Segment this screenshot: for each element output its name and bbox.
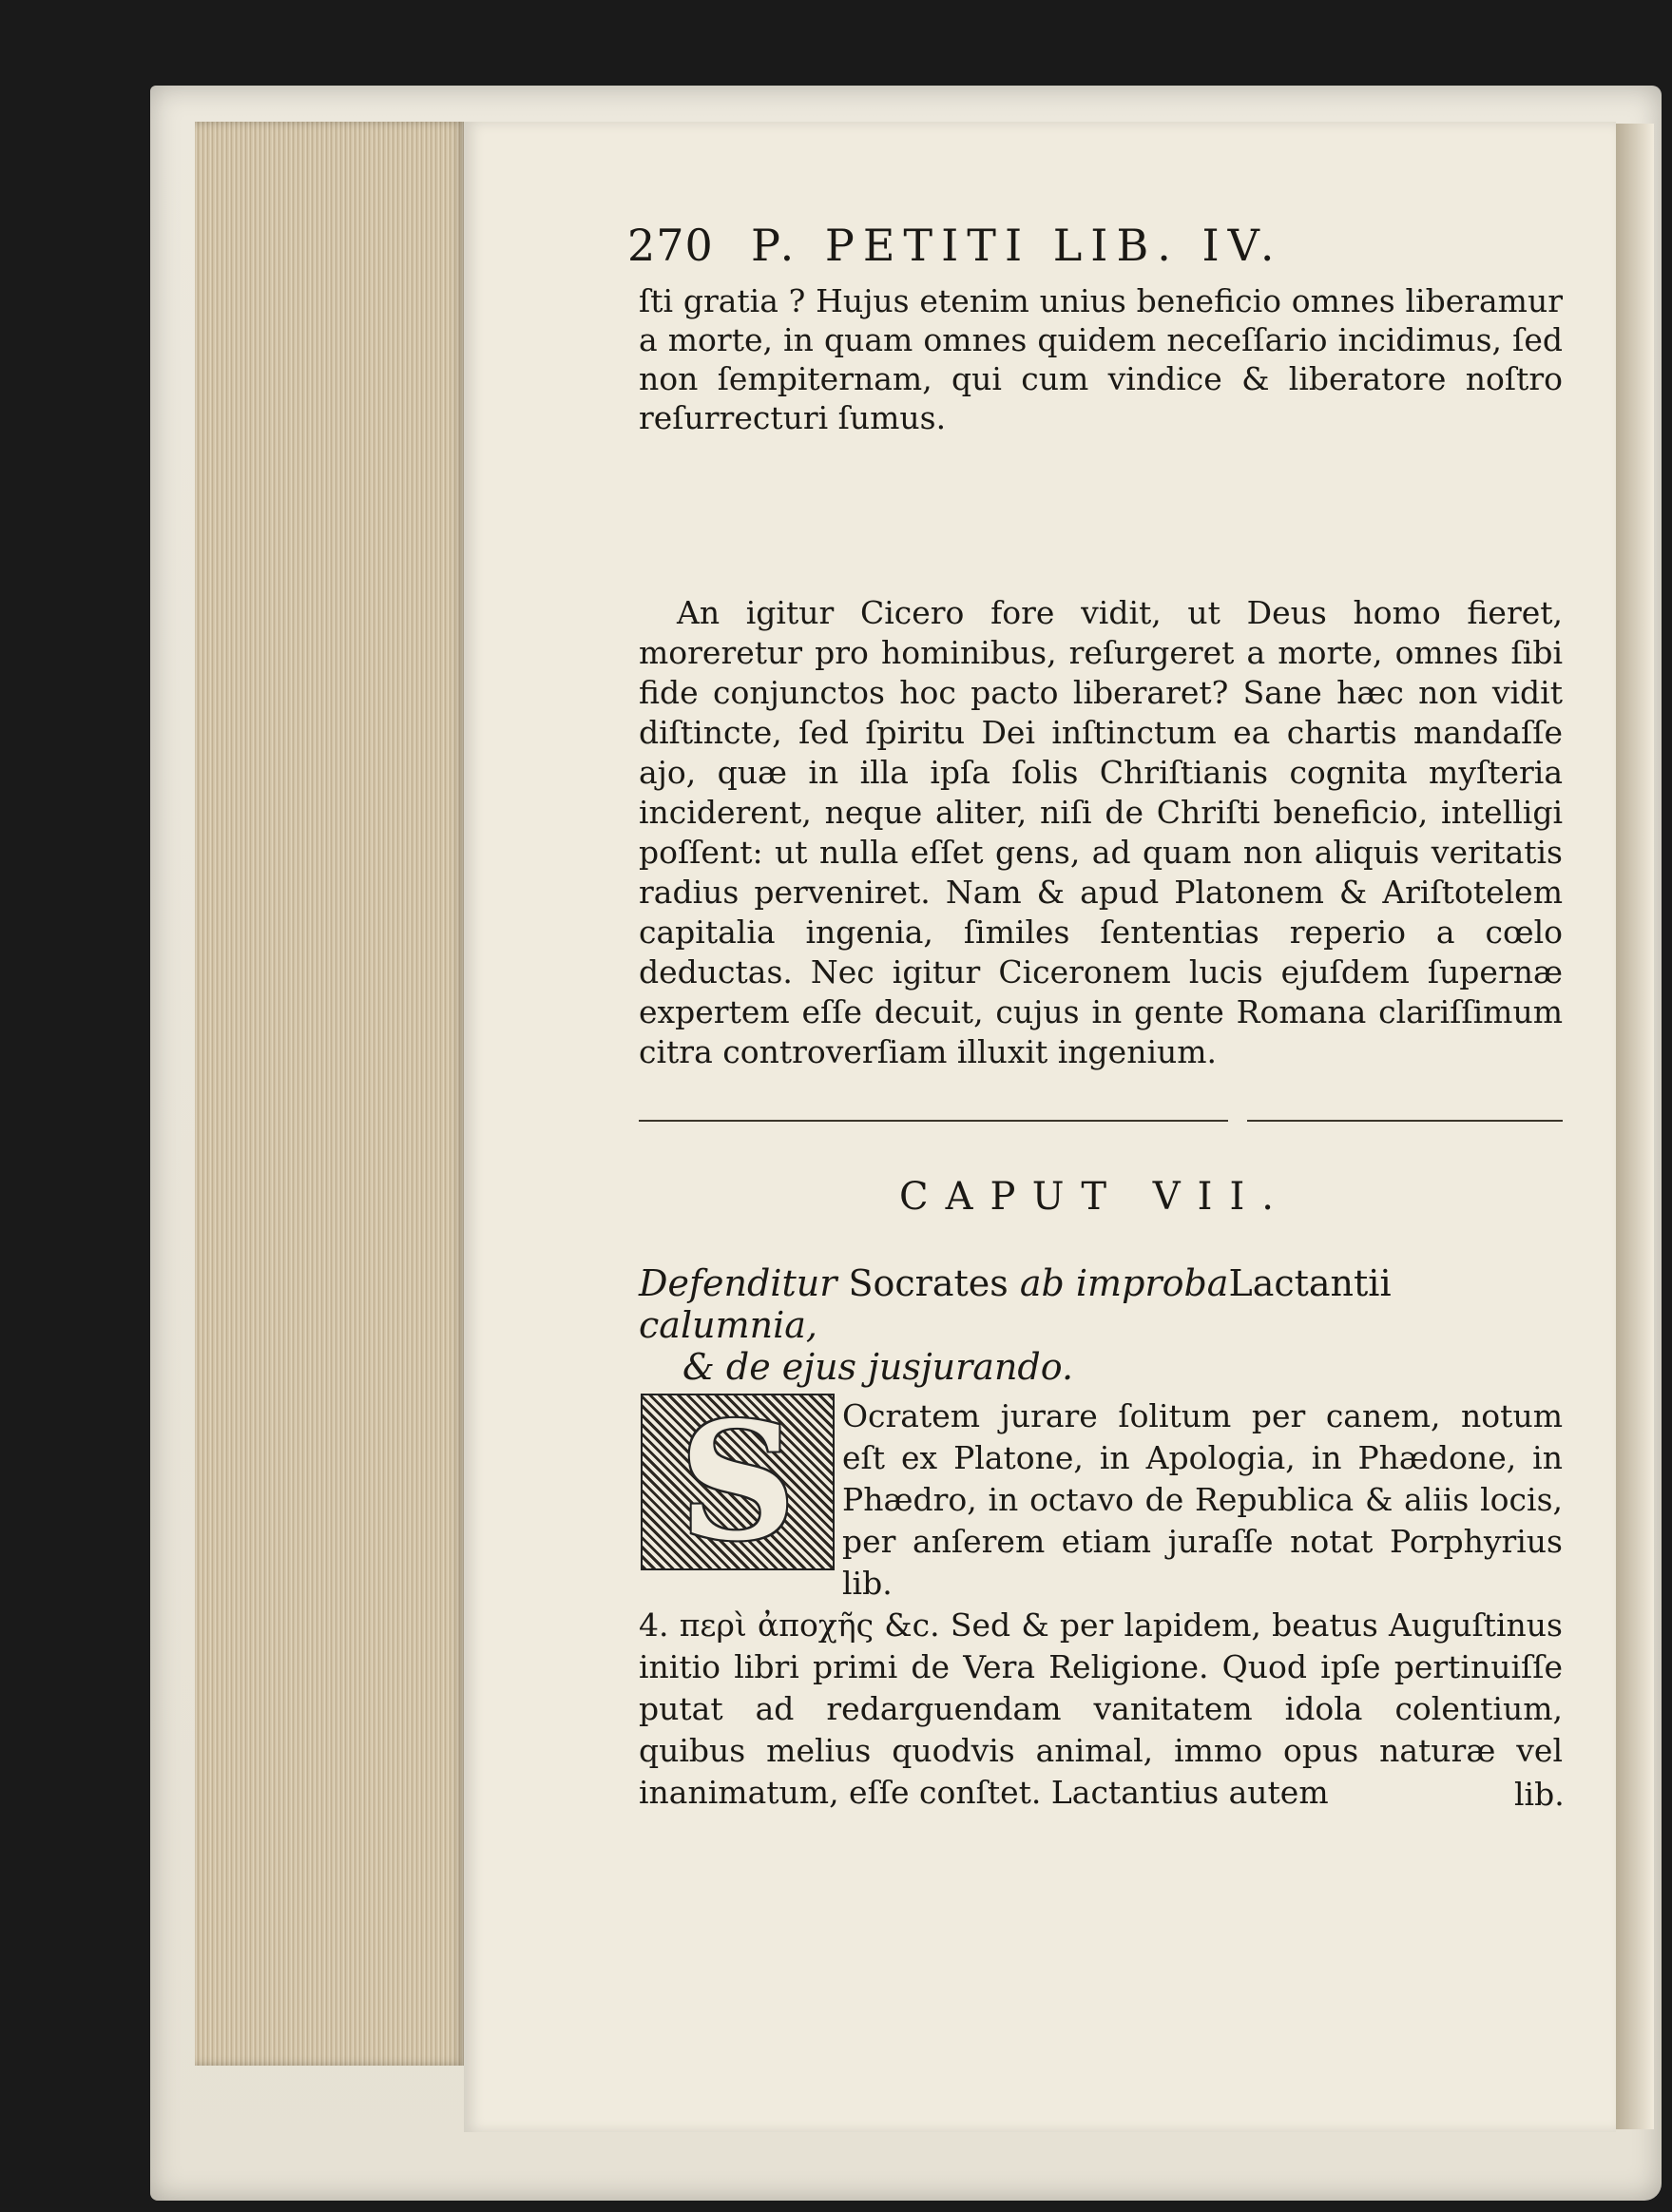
- catchword: lib.: [1514, 1776, 1565, 1813]
- paragraph-3-continued: 4. περὶ ἀποχῆς &c. Sed & per lapidem, beatus Auguſtinus initio libri primi de Vera Religione. Quod ipſe pertinuiſſe putat ad redarguendam vanitatem idola colentium, quibus melius quodvis animal, immo opus naturæ vel inanimatum, eſſe conſtet. Lactantius autem: [639, 1606, 1563, 1811]
- subtitle-italic-3: calumnia,: [639, 1304, 817, 1346]
- subtitle-italic-2: ab improba: [1019, 1262, 1229, 1304]
- subtitle-roman-2: Lactantii: [1228, 1262, 1392, 1304]
- page-content: [464, 122, 1616, 2132]
- running-title: P. PETITI LIB. IV.: [751, 220, 1283, 271]
- page-edges: [195, 122, 466, 2066]
- book-page: [464, 122, 1616, 2132]
- subtitle-italic-1: Defenditur: [639, 1262, 837, 1304]
- facing-page-edge: [1616, 124, 1654, 2129]
- subtitle-line-2: & de ejus jusjurando.: [682, 1346, 1074, 1388]
- section-rule-right: [1247, 1120, 1563, 1122]
- dropcap-letter: S: [679, 1387, 797, 1577]
- paragraph-3-wrap: Ocratem jurare ſolitum per canem, notum eſt ex Platone, in Apologia, in Phædone, in Phædro, in octavo de Republica & aliis locis, per anſerem etiam juraſſe notat Porphyrius lib.: [842, 1397, 1563, 1602]
- page-number: 270: [627, 220, 714, 271]
- decorated-initial-icon: [641, 1387, 835, 1577]
- chapter-heading: CAPUT VII.: [898, 1175, 1291, 1219]
- page-header: [627, 217, 1473, 274]
- paragraph-2: An igitur Cicero fore vidit, ut Deus homo fieret, moreretur pro hominibus, reſurgeret a morte, omnes ſibi fide conjunctos hoc pacto liberaret? Sane hæc non vidit diſtincte, ſed ſpiritu Dei inſtinctum ea chartis mandaſſe ajo, quæ in illa ipſa ſolis Chriſtianis cognita myſteria inciderent, neque aliter, niſi de Chriſti beneficio, intelligi poſſent: ut nulla eſſet gens, ad quam non aliquis veritatis radius perveniret. Nam & apud Platonem & Ariſtotelem capitalia ingenia, ſimiles ſententias reperio a cœlo deductas. Nec igitur Ciceronem lucis ejuſdem ſupernæ expertem eſſe decuit, cujus in gente Romana clariſſimum citra controverſiam illuxit ingenium.: [639, 594, 1563, 1070]
- chapter-subtitle: [639, 1262, 1570, 1388]
- section-rule-left: [639, 1120, 1228, 1122]
- paragraph-1: ſti gratia ? Hujus etenim unius beneficio omnes liberamur a morte, in quam omnes quidem neceſſario incidimus, ſed non ſempiternam, qui cum vindice & liberatore noſtro reſurrecturi ſumus.: [639, 282, 1563, 436]
- subtitle-roman-1: Socrates: [848, 1262, 1009, 1304]
